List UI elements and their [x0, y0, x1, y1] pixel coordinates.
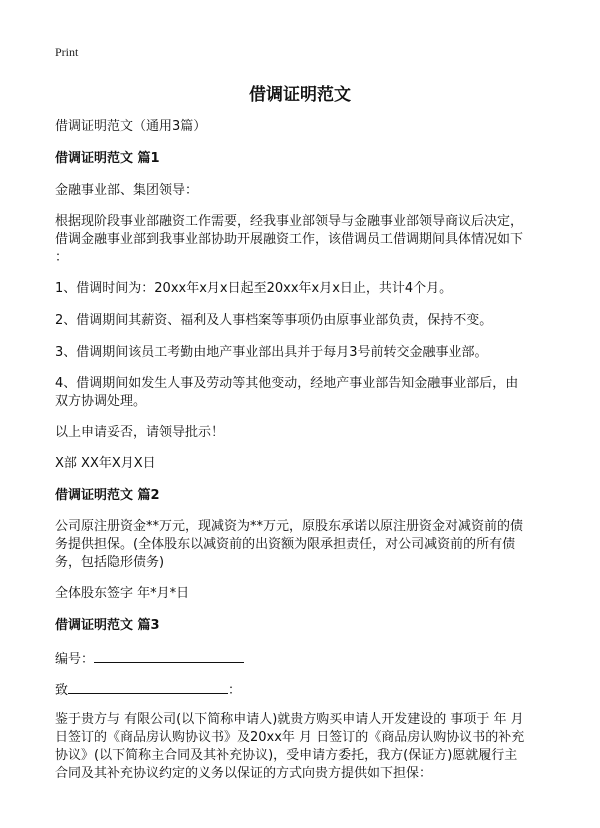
article2-signature: 全体股东签字 年*月*日 [55, 586, 190, 601]
article1-item2: 2、借调期间其薪资、福利及人事档案等事项仍由原事业部负责，保持不变。 [55, 313, 493, 328]
article1-intro-line3: ： [55, 250, 69, 265]
article1-closing: 以上申请妥否，请领导批示！ [55, 425, 225, 440]
document-subtitle: 借调证明范文（通用3篇） [55, 119, 207, 134]
article1-item3: 3、借调期间该员工考勤由地产事业部出具并于每月3号前转交金融事业部。 [55, 345, 488, 360]
article3-body-line3: 协议》(以下简称主合同及其补充协议)，受申请方委托，我方(保证方)愿就履行主 [55, 748, 518, 763]
article2-heading: 借调证明范文 篇2 [55, 488, 160, 503]
article1-item4-line2: 双方协调处理。 [55, 394, 147, 409]
page-title: 借调证明范文 [249, 85, 351, 105]
article2-body-line1: 公司原注册资金**万元，现减资为**万元，原股东承诺以原注册资金对减资前的债 [55, 519, 524, 534]
article3-body-line4: 合同及其补充协议约定的义务以保证的方式向贵方提供如下担保： [55, 766, 433, 781]
article1-item1: 1、借调时间为：20xx年x月x日起至20xx年x月x日止，共计4个月。 [55, 281, 453, 296]
article3-heading: 借调证明范文 篇3 [55, 618, 160, 633]
number-label: 编号： [55, 652, 95, 667]
article3-to-row [55, 680, 241, 700]
number-blank-line [94, 649, 244, 663]
article1-item4-line1: 4、借调期间如发生人事及劳动等其他变动，经地产事业部告知金融事业部后，由 [55, 376, 519, 391]
article2-body-line3: 务，包括隐形债务) [55, 555, 165, 570]
article3-number-row [55, 649, 244, 669]
article3-body-line1: 鉴于贵方与 有限公司(以下简称申请人)就贵方购买申请人开发建设的 事项于 年 月 [55, 712, 524, 727]
to-suffix: ： [228, 683, 242, 698]
to-label: 致 [55, 683, 69, 698]
article2-body-line2: 务提供担保。(全体股东以减资前的出资额为限承担责任，对公司减资前的所有债 [55, 537, 516, 552]
article3-body-line2: 日签订的《商品房认购协议书》及20xx年 月 日签订的《商品房认购协议书的补充 [55, 730, 525, 745]
article1-intro-line2: 借调金融事业部到我事业部协助开展融资工作，该借调员工借调期间具体情况如下 [55, 232, 524, 247]
to-blank-line [68, 680, 228, 694]
article1-intro-line1: 根据现阶段事业部融资工作需要，经我事业部领导与金融事业部领导商议后决定， [55, 214, 524, 229]
article1-signoff: X部 XX年X月X日 [55, 456, 156, 471]
article1-salutation: 金融事业部、集团领导： [55, 183, 199, 198]
print-label[interactable]: Print [55, 45, 79, 59]
article1-heading: 借调证明范文 篇1 [55, 151, 160, 166]
